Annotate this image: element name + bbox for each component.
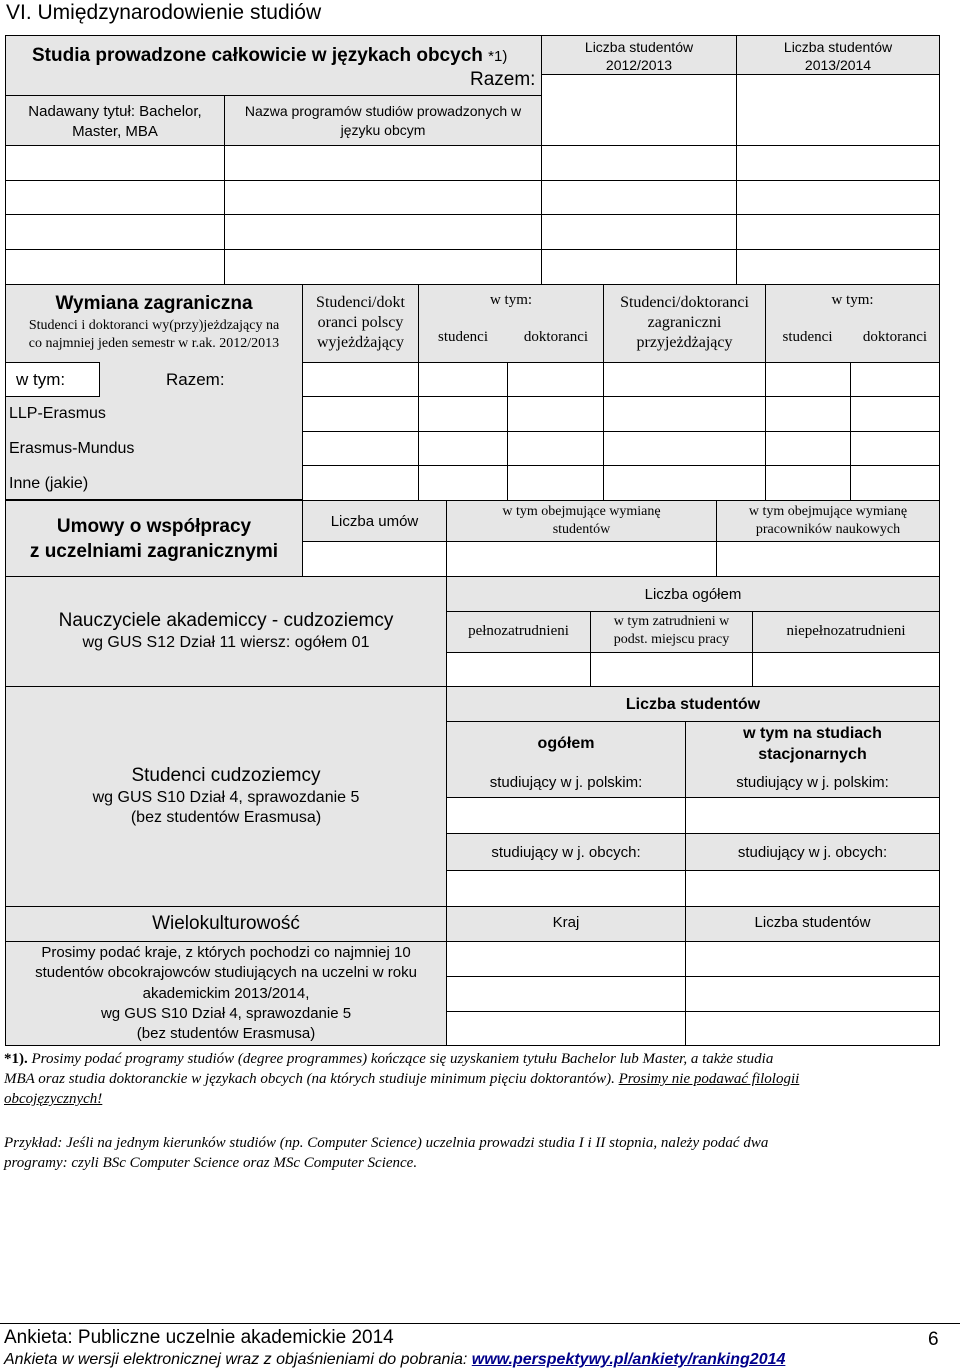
col-2013-line2: 2013/2014 [804, 57, 872, 73]
incoming-doktoranci: doktoranci [862, 329, 928, 345]
inne-outgoing-studenci[interactable] [418, 465, 508, 501]
agreements-students-input[interactable] [446, 541, 717, 577]
s6-desc-line2: studentów obcokrajowców studiujących na uczelni w roku [35, 964, 417, 981]
section-agreements [5, 500, 303, 577]
polish-total-input[interactable] [446, 797, 686, 834]
total-2012-input[interactable] [541, 74, 737, 146]
footnote [4, 1049, 949, 1109]
s6-count-label: Liczba studentów [754, 914, 871, 931]
mundus-outgoing[interactable] [302, 431, 419, 466]
degree-input-4[interactable] [5, 249, 225, 285]
program-input-3[interactable] [224, 214, 542, 250]
liczba-ogolem: Liczba ogółem [644, 586, 742, 603]
outgoing-studenci: studenci [438, 329, 488, 345]
count-2013-input-1[interactable] [736, 145, 940, 181]
degree-label-line2: Master, MBA [72, 123, 158, 140]
footer-link[interactable]: www.perspektywy.pl/ankiety/ranking2014 [471, 1351, 786, 1368]
incoming-w-tym: w tym: [831, 292, 874, 308]
agreements-count-label: Liczba umów [330, 513, 419, 530]
llp-outgoing[interactable] [302, 396, 419, 432]
kraj-input-3[interactable] [446, 1011, 686, 1046]
polish-fulltime-input[interactable] [685, 797, 940, 834]
mundus-outgoing-doktoranci[interactable] [507, 431, 604, 466]
row-inne: Inne (jakie) [9, 475, 89, 492]
program-input-2[interactable] [224, 180, 542, 215]
footnote-text1: Prosimy podać programy studiów (degree programmes) kończące się uzyskaniem tytułu Bachelor lub Master, a także studia [27, 1051, 774, 1067]
row-w-tym: w tym: [16, 370, 66, 389]
agreements-count-input[interactable] [302, 541, 447, 577]
degree-input-3[interactable] [5, 214, 225, 250]
program-input-4[interactable] [224, 249, 542, 285]
inne-incoming-doktoranci[interactable] [850, 465, 940, 501]
count-2012-input-2[interactable] [541, 180, 737, 215]
row-erasmus-mundus: Erasmus-Mundus [9, 440, 135, 457]
mundus-incoming-studenci[interactable] [765, 431, 851, 466]
incoming-line3: przyjeżdżający [636, 334, 733, 351]
llp-incoming[interactable] [603, 396, 766, 432]
primary-label-line2: podst. miejscu pracy [613, 632, 730, 647]
llp-outgoing-doktoranci[interactable] [507, 396, 604, 432]
footer-title: Ankieta: Publiczne uczelnie akademickie 2014 [4, 1327, 394, 1348]
agreements-students-line1: w tym obejmujące wymianę [502, 504, 661, 519]
s5-stacjonarne-line2: stacjonarnych [758, 746, 867, 763]
s4-subtitle: wg GUS S12 Dział 11 wiersz: ogółem 01 [82, 634, 370, 651]
s5-subtitle-line2: (bez studentów Erasmusa) [130, 809, 322, 826]
degree-label-line1: Nadawany tytuł: Bachelor, [28, 103, 202, 120]
llp-outgoing-studenci[interactable] [418, 396, 508, 432]
foreign-fulltime-input[interactable] [685, 870, 940, 907]
col-2013-line1: Liczba studentów [783, 39, 893, 55]
s2-subtitle-line2: co najmniej jeden semestr w r.ak. 2012/2013 [28, 336, 280, 351]
s1-title: Studia prowadzone całkowicie w językach obcych *1) [32, 45, 508, 66]
count-2013-input-2[interactable] [736, 180, 940, 215]
s5-stacjonarne-line1: w tym na studiach [743, 725, 882, 742]
s6-desc-line5: (bez studentów Erasmusa) [136, 1025, 316, 1042]
footnote-text2: MBA oraz studia doktoranckie w językach obcych (na których studiuje minimum pięciu doktorantów). [4, 1071, 619, 1087]
full-time-input[interactable] [446, 652, 591, 687]
s6-desc-line4: wg GUS S10 Dział 4, sprawozdanie 5 [100, 1005, 352, 1022]
mundus-outgoing-studenci[interactable] [418, 431, 508, 466]
s5-subtitle-line1: wg GUS S10 Dział 4, sprawozdanie 5 [92, 789, 360, 806]
part-time-input[interactable] [752, 652, 940, 687]
s2-subtitle-line1: Studenci i doktoranci wy(przy)jeżdzający na [28, 318, 280, 333]
foreign-total-input[interactable] [446, 870, 686, 907]
razem-outgoing-doktoranci[interactable] [507, 362, 604, 397]
s5-ogolem: ogółem [537, 735, 595, 752]
kraj-label: Kraj [552, 914, 580, 931]
outgoing-line2: oranci polscy [317, 314, 404, 331]
inne-incoming-studenci[interactable] [765, 465, 851, 501]
program-input-1[interactable] [224, 145, 542, 181]
s3-title-line1: Umowy o współpracy [56, 516, 252, 537]
agreements-staff-line2: pracowników naukowych [755, 522, 901, 537]
row-llp-erasmus: LLP-Erasmus [9, 405, 106, 422]
razem-incoming[interactable] [603, 362, 766, 397]
degree-input-1[interactable] [5, 145, 225, 181]
kraj-input-1[interactable] [446, 941, 686, 977]
section-title: VI. Umiędzynarodowienie studiów [6, 1, 322, 24]
program-label-line1: Nazwa programów studiów prowadzonych w [244, 103, 522, 119]
s5-title: Studenci cudzoziemcy [131, 765, 321, 786]
s5-liczba-studentow: Liczba studentów [625, 696, 761, 713]
count-2013-input-4[interactable] [736, 249, 940, 285]
kraj-input-2[interactable] [446, 976, 686, 1012]
degree-input-2[interactable] [5, 180, 225, 215]
footnote-ref: *1) [488, 48, 508, 65]
footer-download-text: Ankieta w wersji elektronicznej wraz z objaśnieniami do pobrania: [4, 1351, 472, 1368]
razem-incoming-studenci[interactable] [765, 362, 851, 397]
row-razem: Razem: [166, 370, 225, 389]
s6-desc-line3: akademickim 2013/2014, [142, 985, 310, 1002]
count-2013-input-3[interactable] [736, 214, 940, 250]
razem-outgoing[interactable] [302, 362, 419, 397]
s2-title: Wymiana zagraniczna [55, 293, 253, 314]
primary-label-line1: w tym zatrudnieni w [613, 614, 730, 629]
outgoing-line1: Studenci/dokt [316, 294, 405, 311]
page-number: 6 [928, 1329, 939, 1350]
example [4, 1133, 949, 1173]
agreements-staff-line1: w tym obejmujące wymianę [748, 504, 908, 519]
razem-outgoing-studenci[interactable] [418, 362, 508, 397]
footer-download [4, 1351, 785, 1369]
example-line2: programy: czyli BSc Computer Science oraz MSc Computer Science. [4, 1155, 418, 1171]
kraj-count-input-3[interactable] [685, 1011, 940, 1046]
outgoing-doktoranci: doktoranci [523, 329, 589, 345]
foreign-fulltime-label: studiujący w j. obcych: [737, 844, 888, 861]
example-line1: Przykład: Jeśli na jednym kierunków studiów (np. Computer Science) uczelnia prowadzi studia I i II stopnia, należy podać dwa [4, 1135, 769, 1151]
inne-incoming[interactable] [603, 465, 766, 501]
full-time-label: pełnozatrudnieni [468, 623, 569, 639]
inne-outgoing[interactable] [302, 465, 419, 501]
s6-desc-line1: Prosimy podać kraje, z których pochodzi co najmniej 10 [41, 944, 411, 961]
count-2012-input-1[interactable] [541, 145, 737, 181]
outgoing-line3: wyjeżdżający [316, 334, 405, 351]
primary-input[interactable] [590, 652, 753, 687]
mundus-incoming[interactable] [603, 431, 766, 466]
mundus-incoming-doktoranci[interactable] [850, 431, 940, 466]
count-2012-input-3[interactable] [541, 214, 737, 250]
total-2013-input[interactable] [736, 74, 940, 146]
incoming-line2: zagraniczni [647, 314, 722, 331]
agreements-staff-input[interactable] [716, 541, 940, 577]
outgoing-w-tym: w tym: [489, 292, 533, 308]
part-time-label: niepełnozatrudnieni [786, 623, 906, 639]
incoming-studenci: studenci [782, 329, 833, 345]
polish-total-label: studiujący w j. polskim: [489, 774, 643, 791]
count-2012-input-4[interactable] [541, 249, 737, 285]
razem-incoming-doktoranci[interactable] [850, 362, 940, 397]
llp-incoming-doktoranci[interactable] [850, 396, 940, 432]
kraj-count-input-2[interactable] [685, 976, 940, 1012]
llp-incoming-studenci[interactable] [765, 396, 851, 432]
footnote-marker: *1). [4, 1051, 28, 1067]
footnote-underlined-b: obcojęzycznych! [4, 1091, 103, 1107]
s1-razem: Razem: [470, 69, 536, 90]
col-2012-line2: 2012/2013 [605, 57, 673, 73]
incoming-line1: Studenci/doktoranci [620, 294, 749, 311]
footnote-underlined-a: Prosimy nie podawać filologii [618, 1071, 800, 1087]
s3-title-line2: z uczelniami zagranicznymi [29, 541, 279, 562]
agreements-students-line2: studentów [552, 522, 611, 537]
polish-fulltime-label: studiujący w j. polskim: [736, 774, 889, 791]
program-label-line2: języku obcym [340, 122, 426, 138]
col-2012-line1: Liczba studentów [584, 39, 694, 55]
kraj-count-input-1[interactable] [685, 941, 940, 977]
s4-title: Nauczyciele akademiccy - cudzoziemcy [58, 610, 394, 631]
foreign-total-label: studiujący w j. obcych: [491, 844, 641, 861]
footer-divider [0, 1323, 960, 1324]
inne-outgoing-doktoranci[interactable] [507, 465, 604, 501]
s6-title: Wielokulturowość [152, 913, 300, 934]
